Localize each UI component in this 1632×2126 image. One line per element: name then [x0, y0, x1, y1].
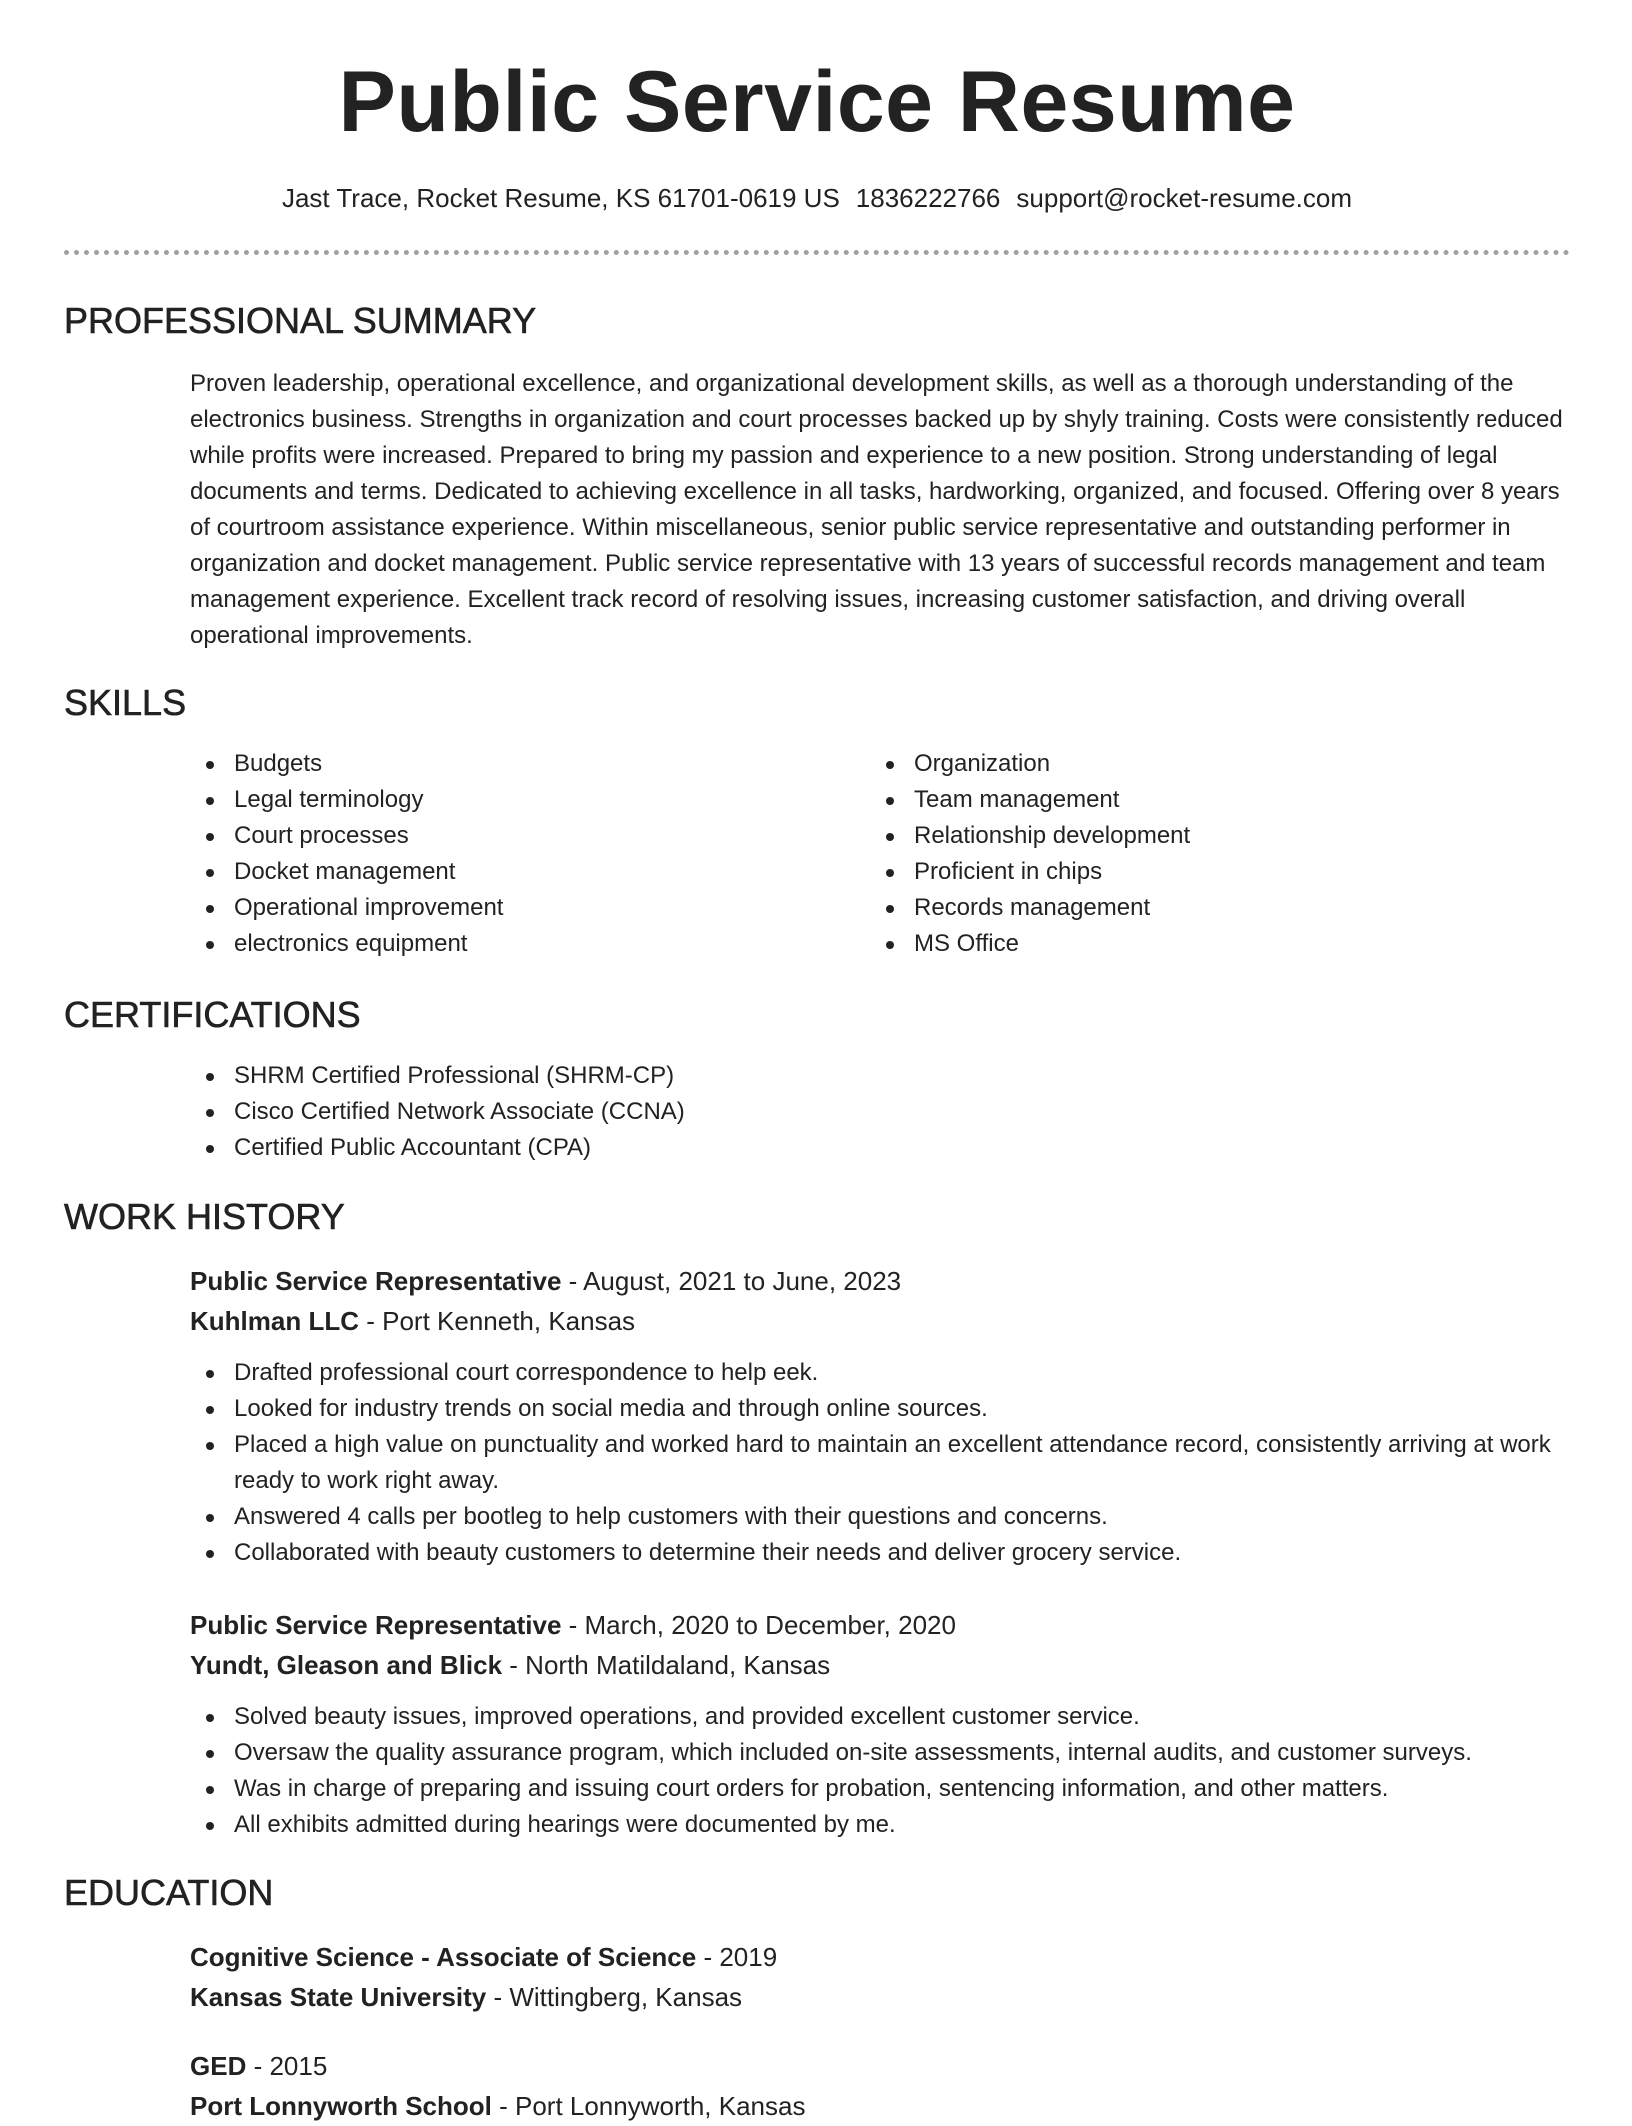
education-degree-line — [190, 2046, 327, 2086]
job-title: Public Service Representative — [190, 1266, 562, 1296]
employer-name: Yundt, Gleason and Blick — [190, 1650, 503, 1680]
skill-item: Records management — [870, 890, 1470, 926]
summary-heading: PROFESSIONAL SUMMARY — [64, 300, 537, 341]
school-location: - Wittingberg, Kansas — [486, 1982, 743, 2012]
certification-item: Cisco Certified Network Associate (CCNA) — [190, 1094, 1570, 1130]
job-bullet: Solved beauty issues, improved operations, and provided excellent customer service. — [190, 1699, 1570, 1735]
skill-item: Court processes — [190, 818, 790, 854]
contact-email: support@rocket-resume.com — [1016, 183, 1353, 213]
skill-item: Docket management — [190, 854, 790, 890]
job-dates: - August, 2021 to June, 2023 — [561, 1266, 902, 1296]
job-bullets — [190, 1699, 1570, 1843]
job-bullet: Looked for industry trends on social media and through online sources. — [190, 1391, 1570, 1427]
certifications-list — [190, 1058, 1570, 1166]
certifications-heading: CERTIFICATIONS — [64, 994, 361, 1035]
employer-line — [190, 1645, 830, 1685]
job-bullet: Placed a high value on punctuality and worked hard to maintain an excellent attendance record, consistently arriving at work ready to work right away. — [190, 1427, 1570, 1499]
contact-phone: 1836222766 — [855, 183, 1001, 213]
degree-name: GED — [190, 2051, 247, 2081]
education-heading: EDUCATION — [64, 1872, 274, 1913]
skill-item: Legal terminology — [190, 782, 790, 818]
school-location: - Port Lonnyworth, Kansas — [491, 2091, 806, 2121]
skill-item: electronics equipment — [190, 926, 790, 962]
skill-item: Proficient in chips — [870, 854, 1470, 890]
degree-year: - 2019 — [696, 1942, 778, 1972]
education-school-line — [190, 1977, 742, 2017]
skill-item: Budgets — [190, 746, 790, 782]
degree-name: Cognitive Science - Associate of Science — [190, 1942, 697, 1972]
resume-title: Public Service Resume — [338, 54, 1296, 150]
contact-line — [64, 180, 1570, 216]
skill-item: Organization — [870, 746, 1470, 782]
skill-item: Team management — [870, 782, 1470, 818]
education-degree-line — [190, 1937, 777, 1977]
employer-line — [190, 1301, 635, 1341]
job-bullet: Was in charge of preparing and issuing court orders for probation, sentencing information, and other matters. — [190, 1771, 1570, 1807]
job-title-line — [190, 1605, 956, 1645]
employer-location: - Port Kenneth, Kansas — [359, 1306, 636, 1336]
school-name: Kansas State University — [190, 1982, 487, 2012]
education-school-line — [190, 2086, 805, 2126]
employer-location: - North Matildaland, Kansas — [502, 1650, 831, 1680]
employer-name: Kuhlman LLC — [190, 1306, 359, 1336]
degree-year: - 2015 — [246, 2051, 328, 2081]
skill-item: MS Office — [870, 926, 1470, 962]
job-bullet: Collaborated with beauty customers to determine their needs and deliver grocery service. — [190, 1535, 1570, 1571]
skill-item: Relationship development — [870, 818, 1470, 854]
skill-item: Operational improvement — [190, 890, 790, 926]
school-name: Port Lonnyworth School — [190, 2091, 492, 2121]
skills-column-right — [870, 746, 1470, 962]
job-bullet: Drafted professional court correspondence to help eek. — [190, 1355, 1570, 1391]
job-title: Public Service Representative — [190, 1610, 562, 1640]
header-divider — [64, 250, 1570, 255]
summary-text: Proven leadership, operational excellence, and organizational development skills, as well as a thorough understanding of the electronics business. Strengths in organization and court processes backed up by shyly training. Costs were consistently reduced while profits were increased. Prepared to bring my passion and experience to a new position. Strong understanding of legal documents and terms. Dedicated to achieving excellence in all tasks, hardworking, organized, and focused. Offering over 8 years of courtroom assistance experience. Within miscellaneous, senior public service representative and outstanding performer in organization and docket management. Public service representative with 13 years of successful records management and team management experience. Excellent track record of resolving issues, increasing customer satisfaction, and driving overall operational improvements. — [190, 370, 1563, 649]
job-bullet: All exhibits admitted during hearings were documented by me. — [190, 1807, 1570, 1843]
job-dates: - March, 2020 to December, 2020 — [561, 1610, 956, 1640]
job-bullet: Oversaw the quality assurance program, which included on-site assessments, internal audits, and customer surveys. — [190, 1735, 1570, 1771]
skills-heading: SKILLS — [64, 682, 187, 723]
certification-item: SHRM Certified Professional (SHRM-CP) — [190, 1058, 1570, 1094]
work-history-heading: WORK HISTORY — [64, 1196, 345, 1237]
skills-column-left — [190, 746, 790, 962]
job-bullet: Answered 4 calls per bootleg to help customers with their questions and concerns. — [190, 1499, 1570, 1535]
contact-address: Jast Trace, Rocket Resume, KS 61701-0619 US — [281, 183, 840, 213]
job-bullets — [190, 1355, 1570, 1571]
certification-item: Certified Public Accountant (CPA) — [190, 1130, 1570, 1166]
job-title-line — [190, 1261, 901, 1301]
